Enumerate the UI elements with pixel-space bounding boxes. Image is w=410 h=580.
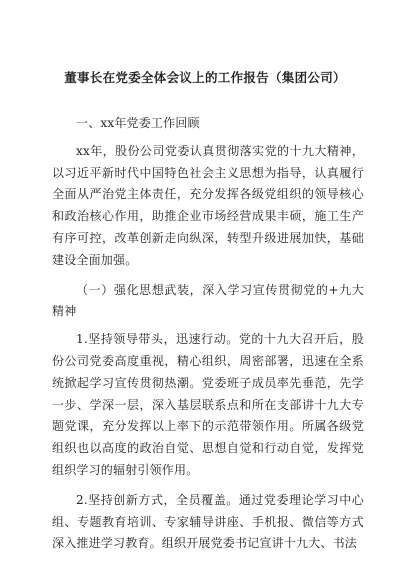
- sub-heading-1: （一）强化思想武装，深入学习宣传贯彻党的+九大精神: [52, 282, 364, 319]
- paragraph-2: 2.坚持创新方式，全员覆盖。通过党委理论学习中心组、专题教育培训、专家辅导讲座、手机报、微信等方式深入推进学习教育。组织开展党委书记宣讲十九大、书法: [52, 492, 364, 551]
- intro-paragraph: xx年，股份公司党委认真贯彻落实党的十九大精神，以习近平新时代中国特色社会主义思想为指导，认真履行全面从严治党主体责任，充分发挥各级党组织的领导核心和政治核心作用，助推企业市场经营成果丰硕，施工生产有序可控，改革创新走向纵深，转型升级进展加快，基础建设全面加强。: [52, 143, 364, 267]
- document-title: 董事长在党委全体会议上的工作报告（集团公司）: [64, 70, 346, 85]
- section-heading: 一、xx年党委工作回顾: [76, 116, 200, 130]
- paragraph-1: 1.坚持领导带头，迅速行动。党的十九大召开后，股份公司党委高度重视，精心组织，周密部署，迅速在全系统掀起学习宣传贯彻热潮。党委班子成员率先垂范，先学一步、学深一层，深入基层联系点和所在支部讲十九大专题党课，充分发挥以上率下的示范带领作用。所属各级党组织也以高度的政治自觉、思想自觉和行动自觉，发挥党组织学习的辐射引领作用。: [52, 332, 364, 477]
- document-body: [52, 113, 364, 563]
